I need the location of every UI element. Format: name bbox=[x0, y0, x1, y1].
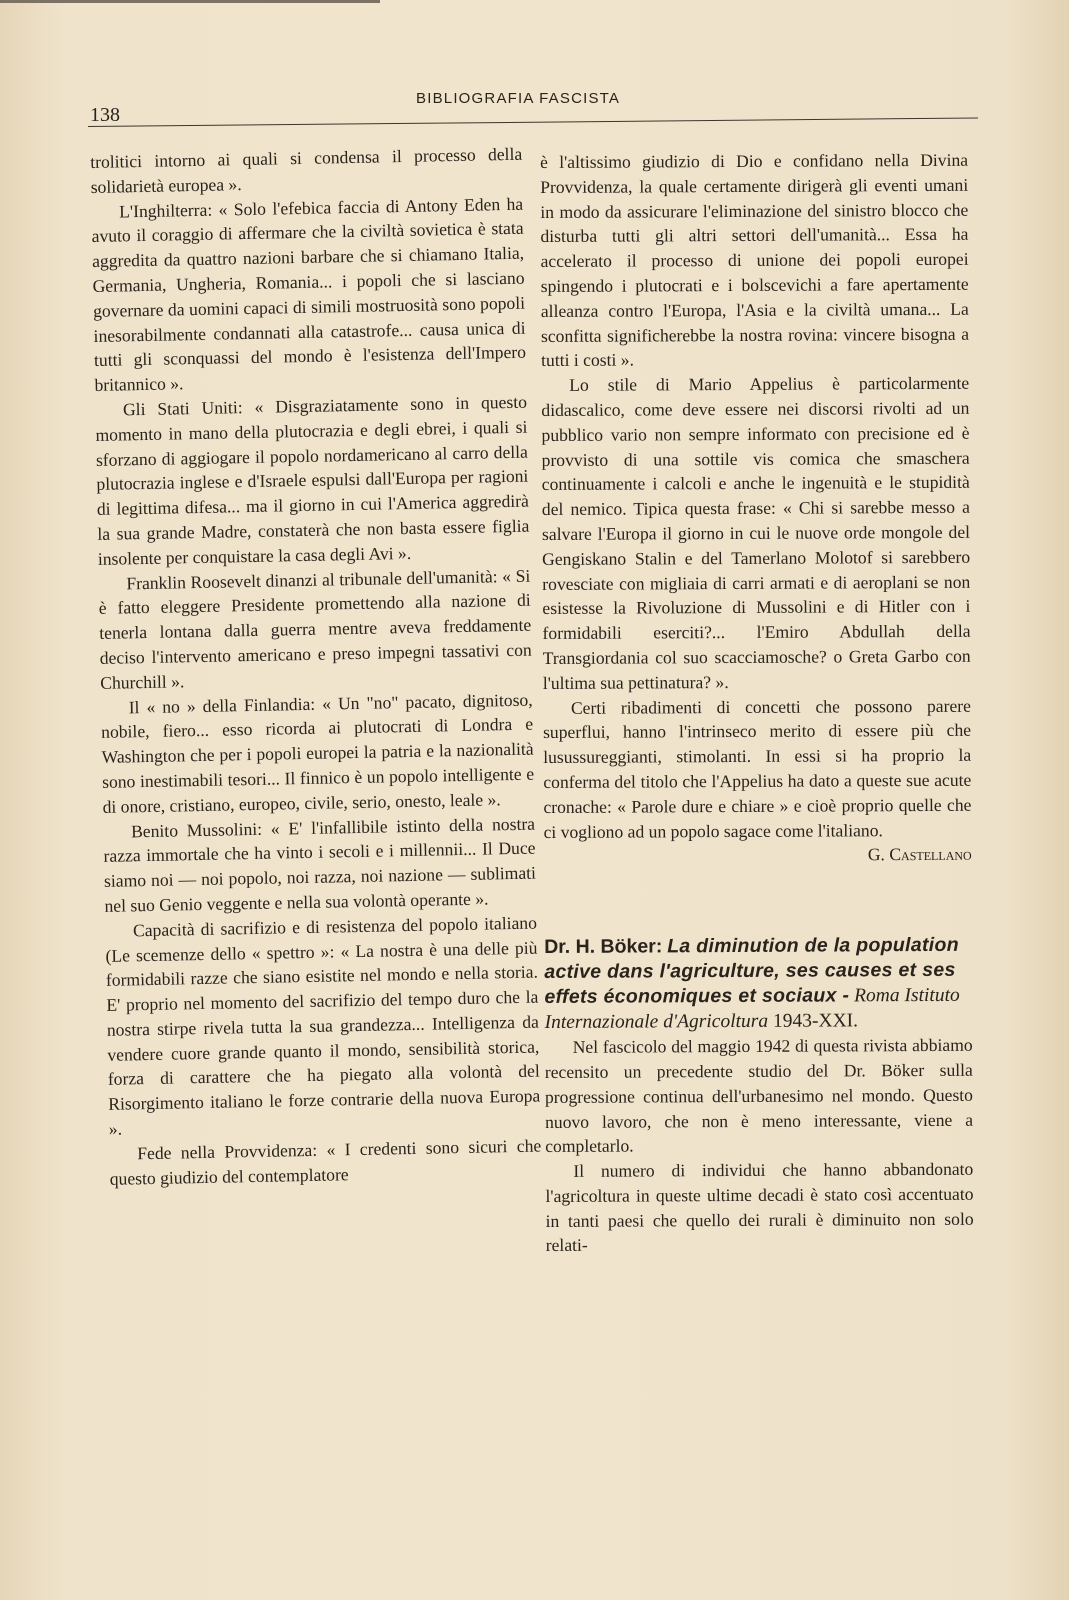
paragraph: Gli Stati Uniti: « Disgraziatamente sono in questo momento in mano della plutocrazia e degli ebrei, i quali si sforzano di aggiogare il popolo nordamericano al carro della plutocrazia inglese e d'Israele espulsi dall'Europa per ragioni di legittima difesa... ma il giorno in cui l'America aggredirà la sua grande Madre, constaterà che non basta essere figlia insolente per conquistare la casa degli Avi ». bbox=[95, 391, 530, 569]
page-header bbox=[88, 90, 978, 130]
scan-edge bbox=[0, 0, 380, 3]
review-book-title: La diminution de la population active dans l'agriculture, ses causes et ses effets économiques et sociaux - bbox=[544, 933, 959, 1009]
paragraph: Capacità di sacrifizio e di resistenza del popolo italiano (Le scemenze dello « spettro »: « La nostra è una delle più formidabili razze che siano esistite nel mondo e nella storia. E' proprio nel momento del sacrifizio del tempo duro che la nostra stirpe rivela tutta la sua grandezza... Intelligenza da vendere cuore grande quanto il mondo, sensibilità storica, forza di carattere che ha piegato alla volontà del Risorgimento italiano le forze contrarie della nuova Europa ». bbox=[105, 912, 541, 1139]
paragraph: Il « no » della Finlandia: « Un "no" pacato, dignitoso, nobile, fiero... esso ricorda ai plutocrati di Londra e Washington che per i popoli europei la patria e la nazionalità sono inestimabili tesori... Il finnico è un popolo intelligente e di onore, cristiano, europeo, civile, serio, onesto, leale ». bbox=[100, 689, 535, 817]
paragraph: L'Inghilterra: « Solo l'efebica faccia di Antony Eden ha avuto il coraggio di affermare che la civiltà sovietica è stata aggredita da quattro nazioni barbare che si chiamano Italia, Germania, Ungheria, Romania... i popoli che si lasciano governare da uomini capaci di simili mostruosità sono popoli inesorabilmente condannati alla catastrofe... causa unica di tutti gli sconquassi del mondo è l'esistenza dell'Impero britannico ». bbox=[91, 193, 527, 396]
paragraph: Certi ribadimenti di concetti che possono parere superflui, hanno l'intrinseco merito di essere più che lusussureggianti, stimolanti. In essi si ha proprio la conferma del titolo che l'Appelius ha dato a queste sue acute cronache: « Parole dure e chiare » e cioè proprio quelle che ci vogliono ad un popolo sagace come l'italiano. bbox=[542, 695, 972, 842]
left-column bbox=[90, 142, 542, 1192]
paragraph: trolitici intorno ai quali si condensa il processo della solidarietà europea ». bbox=[90, 143, 523, 197]
paragraph: Benito Mussolini: « E' l'infallibile istinto della nostra razza immortale che ha vinto i secoli e i millennii... Il Duce siamo noi — noi popolo, noi razza, noi nazione — sublimati nel suo Genio veggente e nella sua volontà operante ». bbox=[103, 813, 537, 916]
paragraph: Lo stile di Mario Appelius è particolarmente didascalico, come deve essere nei discorsi rivolti ad un pubblico vario non sempre informato con precisione ed è provvisto di una sottile vis comica che smaschera continuamente i calcoli e anche le ingenuità e le stupidità del nemico. Tipica questa frase: « Chi si sarebbe messo a salvare l'Europa il giorno in cui le nuove orde mongole del Gengiskano Stalin e del Tamerlano Molotof si sarebbero rovesciate con migliaia di carri armati e di aeroplani se non esistesse la Rivoluzione di Mussolini e di Hitler con i formidabili eserciti?... l'Emiro Abdullah della Transgiordania col suo scacciamosche? o Greta Garbo con l'ultima sua pettinatura? ». bbox=[541, 372, 971, 693]
header-rule bbox=[88, 117, 978, 127]
review-heading bbox=[544, 933, 973, 1035]
paragraph: Fede nella Provvidenza: « I credenti sono sicuri che questo giudizio del contemplatore bbox=[109, 1135, 542, 1189]
section-spacer bbox=[544, 867, 972, 935]
paragraph: è l'altissimo giudizio di Dio e confidano nella Divina Provvidenza, la quale certamente dirigerà gli eventi umani in modo da assicurare l'eliminazione del sinistro blocco che disturba tutti gli altri settori dell'umanità... Essa ha accelerato il processo di unione dei popoli europei spingendo i plutocrati e i bolscevichi a fare apertamente alleanza contro l'Europa, l'Asia e la civiltà umana... La sconfitta significherebbe la nostra rovina: vincere bisogna a tutti i costi ». bbox=[540, 149, 970, 371]
running-title: BIBLIOGRAFIA FASCISTA bbox=[416, 90, 621, 107]
page-number: 138 bbox=[90, 104, 120, 126]
signature: G. Castellano bbox=[867, 844, 972, 865]
review-publisher: Roma Istituto Internazionale d'Agricoltura bbox=[544, 984, 960, 1034]
paragraph: Franklin Roosevelt dinanzi al tribunale dell'umanità: « Si è fatto eleggere Presidente promettendo alla nazione di tenerla lontana dalla guerra mentre aveva freddamente deciso l'intervento americano e preso impegni tassativi con Churchill ». bbox=[98, 565, 532, 693]
paragraph: Il numero di individui che hanno abbandonato l'agricoltura in queste ultime decadi è stato così accentuato in tanti paesi che quello dei rurali è diminuito non solo relati- bbox=[545, 1158, 974, 1256]
review-year: 1943-XXI. bbox=[772, 1010, 859, 1032]
right-column bbox=[540, 148, 974, 1259]
paragraph: Nel fascicolo del maggio 1942 di questa rivista abbiamo recensito un precedente studio del Dr. Böker sulla progressione continua dell'urbanesimo nel mondo. Questo nuovo lavoro, che non è meno interessante, viene a completarlo. bbox=[544, 1034, 974, 1157]
review-author: Dr. H. Böker: bbox=[544, 935, 663, 959]
